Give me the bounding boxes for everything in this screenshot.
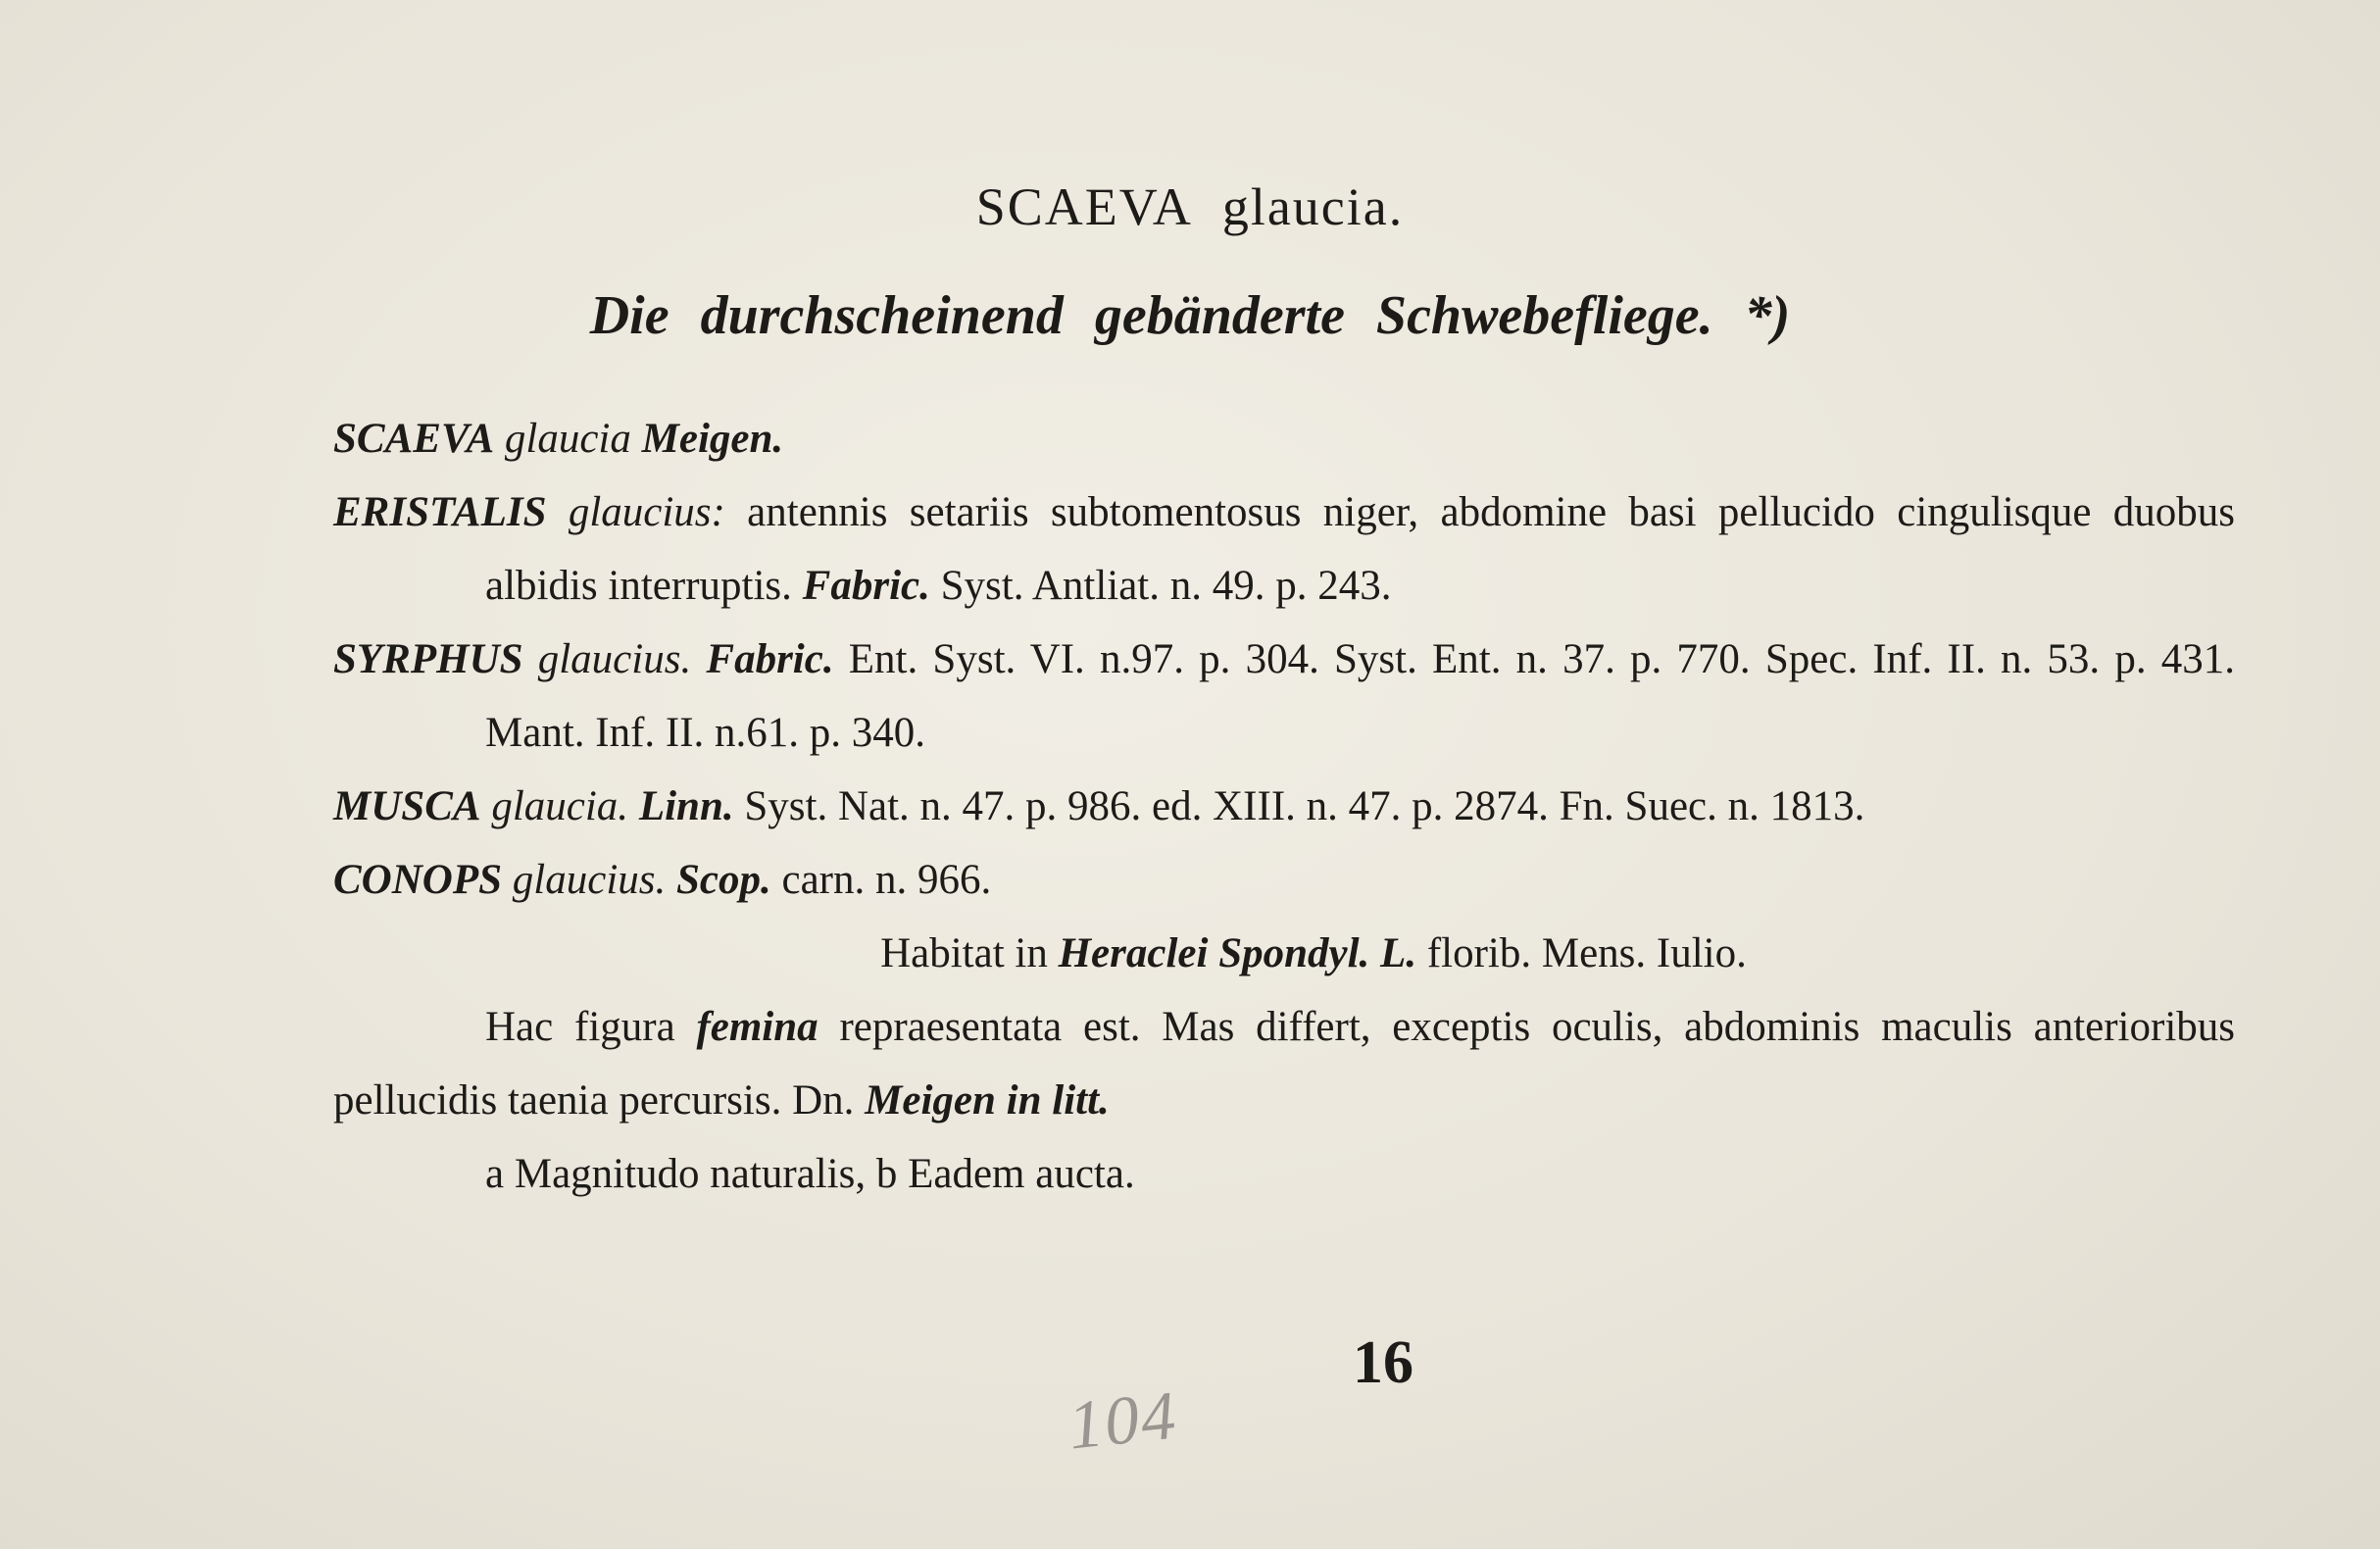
synonym-species: glaucius. [537, 636, 692, 682]
synonym-authority: Meigen. [641, 416, 784, 462]
synonym-entry-3 [333, 623, 2235, 770]
synonym-entry-5 [333, 843, 2235, 917]
page-title [0, 176, 2380, 237]
synonym-species: glaucius: [568, 489, 725, 535]
synonym-species: glaucia [504, 416, 631, 462]
note-femina: femina [696, 1004, 818, 1050]
synonym-reference: Syst. Nat. n. 47. p. 986. ed. XIII. n. 47. p. 2874. Fn. Suec. n. 1813. [744, 783, 1865, 829]
synonym-reference: Syst. Antliat. n. 49. p. 243. [940, 563, 1392, 609]
synonymy-text [333, 402, 2235, 1211]
synonym-genus: MUSCA [333, 783, 481, 829]
synonym-description: antennis setariis subtomentosus niger, abdomine basi pellucido cingulisque duobus albidis interruptis. [485, 489, 2236, 609]
note-start: Hac figura [485, 1004, 675, 1050]
synonym-genus: ERISTALIS [333, 489, 547, 535]
synonym-author: Fabric. [706, 636, 834, 682]
synonym-author: Fabric. [802, 563, 930, 609]
synonym-species: glaucia. [491, 783, 629, 829]
synonym-genus: CONOPS [333, 857, 503, 903]
habitat-line [333, 917, 2235, 990]
title-genus: SCAEVA [975, 177, 1193, 236]
synonym-entry-1 [333, 402, 2235, 475]
synonym-entry-4 [333, 770, 2235, 843]
note-paragraph [333, 990, 2235, 1137]
habitat-prefix: Habitat in [880, 930, 1048, 976]
synonym-genus: SCAEVA [333, 416, 495, 462]
note-author: Meigen in litt. [865, 1077, 1110, 1124]
habitat-suffix: florib. Mens. Iulio. [1426, 930, 1747, 976]
synonym-entry-2 [333, 475, 2235, 623]
german-subtitle: Die durchscheinend gebänderte Schwebefliege. *) [589, 285, 1791, 346]
synonym-reference: carn. n. 966. [781, 857, 992, 903]
synonym-reference: Ent. Syst. VI. n.97. p. 304. Syst. Ent. n. 37. p. 770. Spec. Inf. II. n. 53. p. 431. Mant. Inf. II. n.61. p. 340. [485, 636, 2236, 756]
synonym-author: Scop. [676, 857, 771, 903]
habitat-plant: Heraclei Spondyl. L. [1058, 930, 1417, 976]
synonym-genus: SYRPHUS [333, 636, 523, 682]
handwritten-annotation: 104 [1065, 1377, 1181, 1465]
title-species: glaucia. [1221, 177, 1405, 236]
figure-legend: a Magnitudo naturalis, b Eadem aucta. [485, 1151, 1135, 1197]
note-text: repraesentata est. Mas differt, exceptis oculis, abdominis maculis anterioribus pellucidis taenia percursis. Dn. [333, 1004, 2236, 1124]
synonym-author: Linn. [638, 783, 734, 829]
synonym-species: glaucius. [512, 857, 667, 903]
page-number: 16 [1353, 1329, 1413, 1396]
